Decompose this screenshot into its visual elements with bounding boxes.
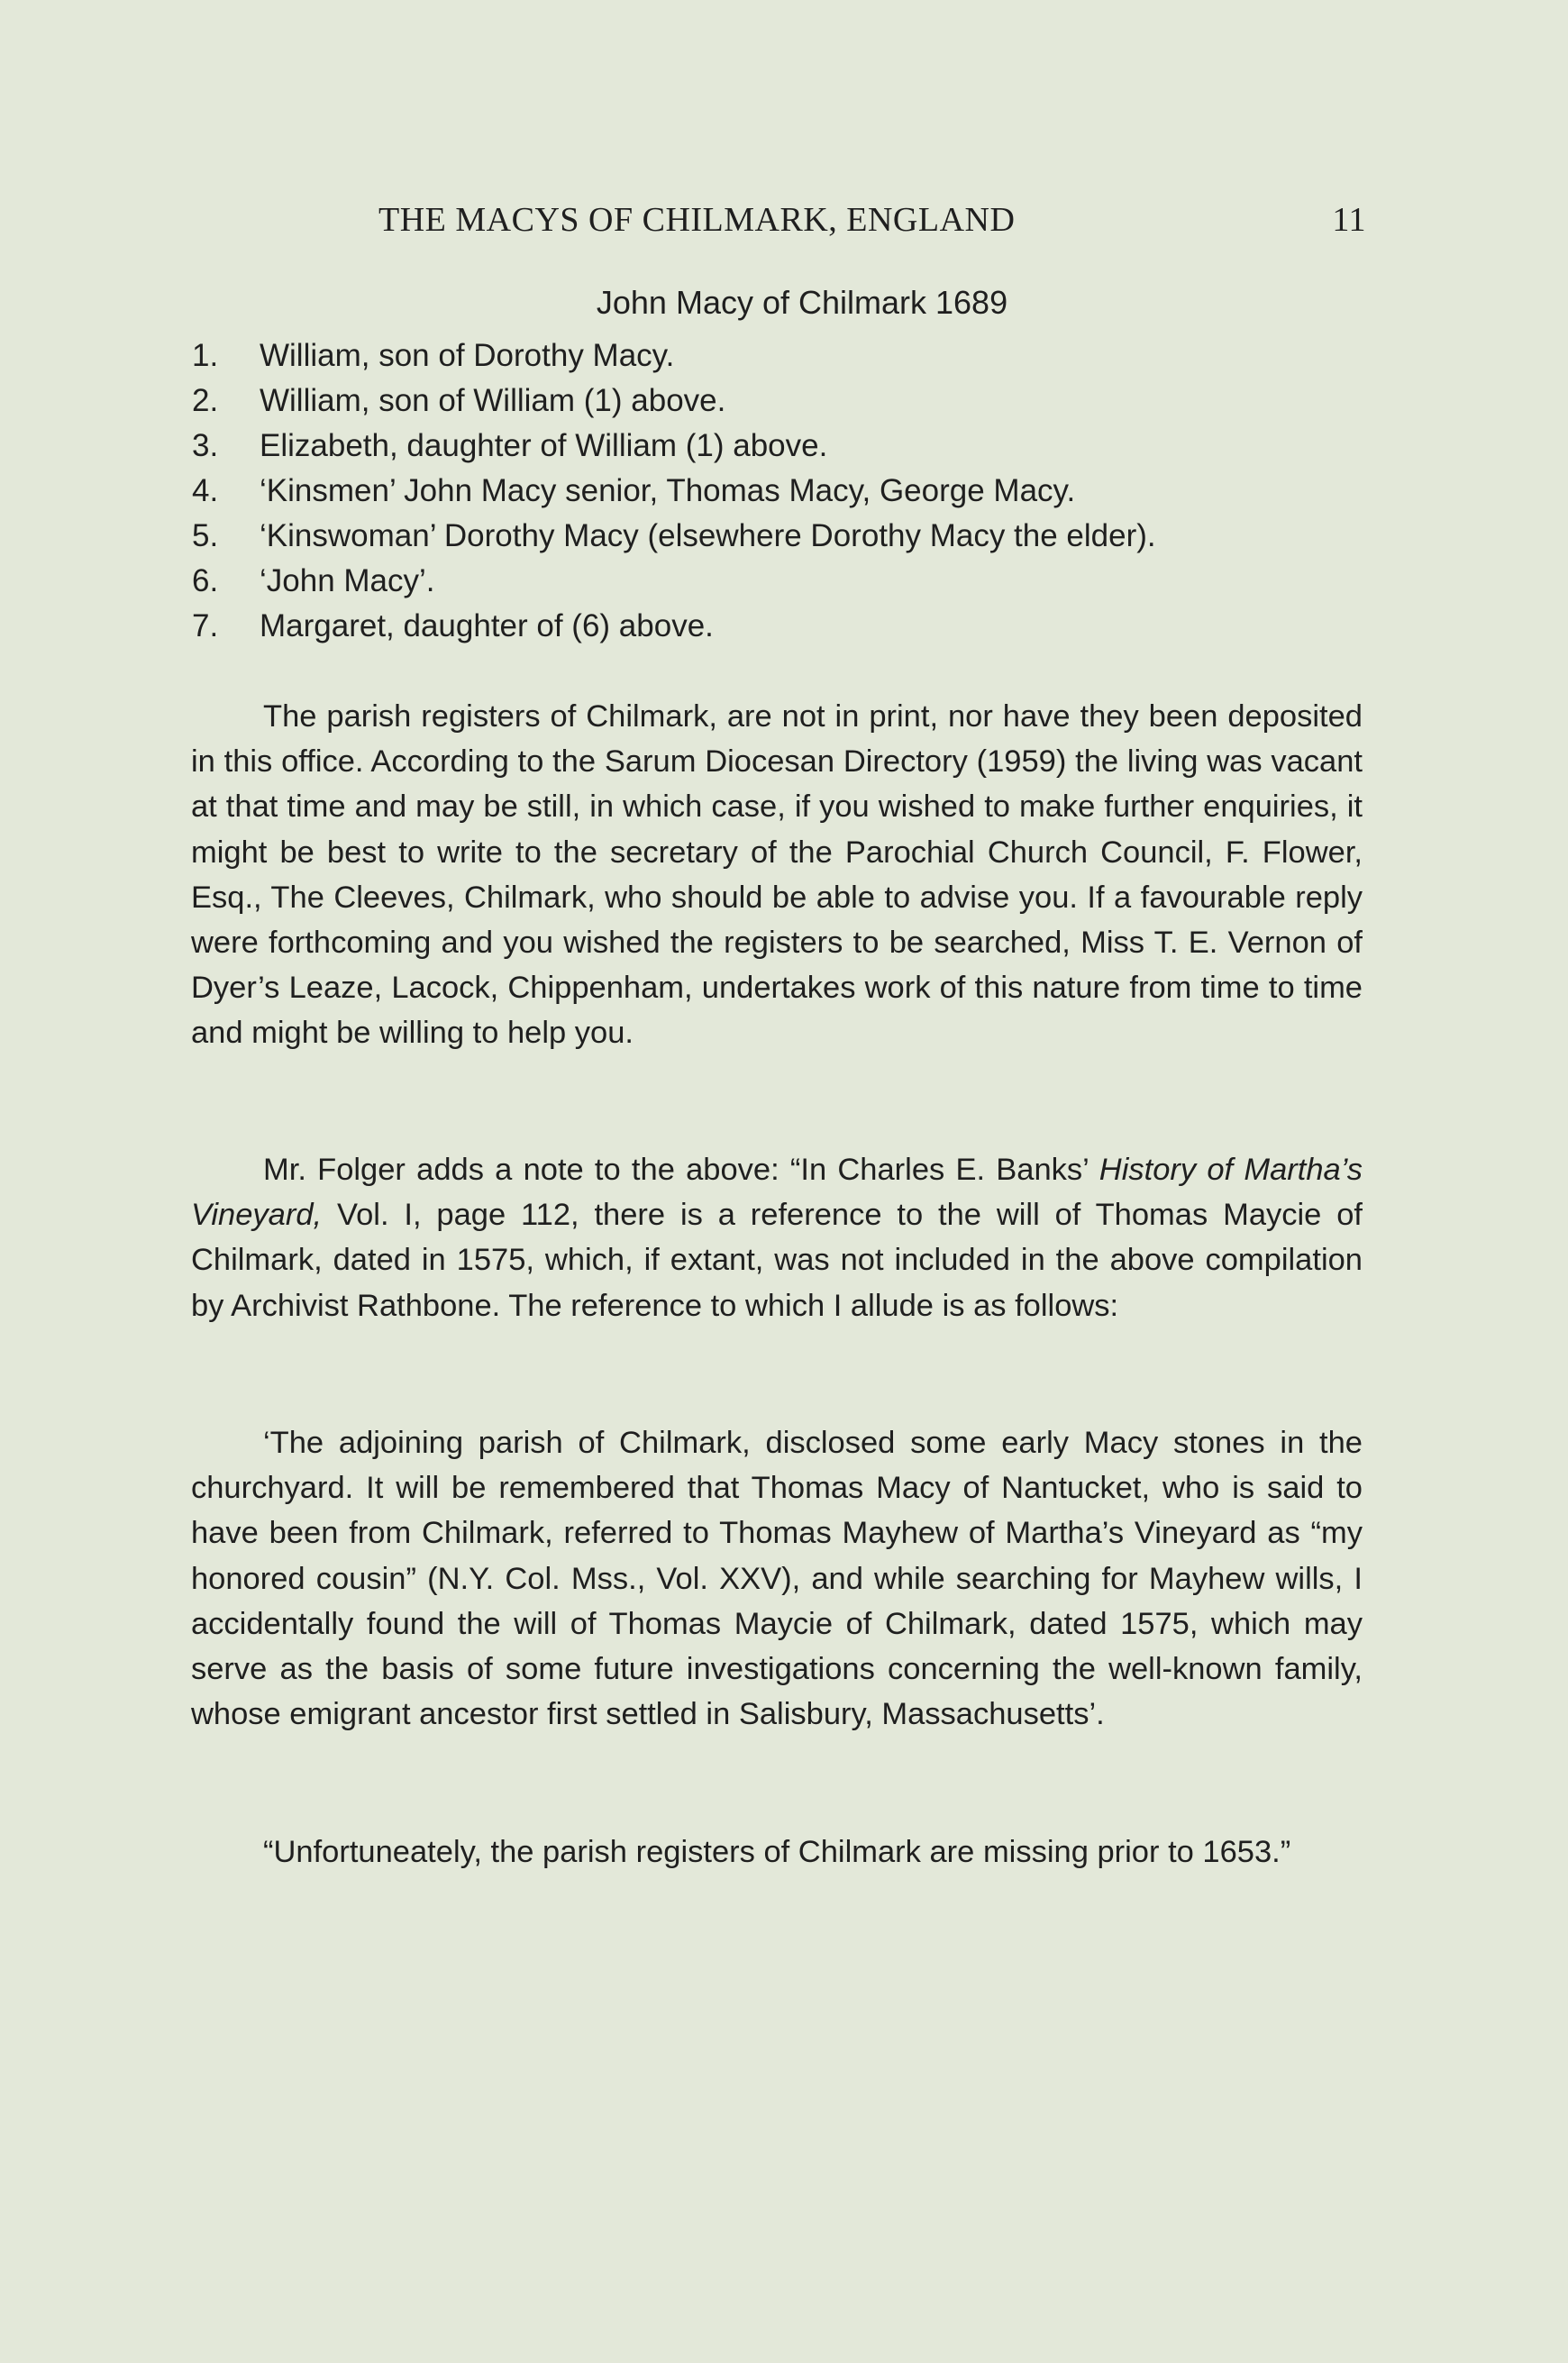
running-header <box>378 200 1370 245</box>
list-item-number: 5. <box>192 518 219 553</box>
list-item-number: 6. <box>192 563 219 598</box>
list-item-text: William, son of William (1) above. <box>260 383 726 418</box>
list-title <box>0 284 1568 322</box>
list-item <box>192 379 1363 424</box>
list-item-text: ‘John Macy’. <box>260 563 435 598</box>
list-item-number: 2. <box>192 383 219 418</box>
paragraph-parish-registers: The parish registers of Chilmark, are not in print, nor have they been deposited in this office. According to the Sarum Diocesan Directory (1959) the living was vacant at that time and may be still, in which case, if you wished to make further enquiries, it might be best to write to the secretary of the Parochial Church Council, F. Flower, Esq., The Cleeves, Chilmark, who should be able to advise you. If a favourable reply were forthcoming and you wished the registers to be searched, Miss T. E. Vernon of Dyer’s Leaze, Lacock, Chippenham, undertakes work of this nature from time to time and might be willing to help you. <box>191 699 1363 1051</box>
book-title: History of Martha’s Vineyard, <box>191 1153 1363 1233</box>
list-item-text: ‘Kinswoman’ Dorothy Macy (elsewhere Dorothy Macy the elder). <box>260 518 1156 553</box>
list-item-text: William, son of Dorothy Macy. <box>260 338 675 373</box>
paragraph-folger-note <box>191 1147 1363 1328</box>
paragraph-closing: “Unfortuneately, the parish registers of Chilmark are missing prior to 1653.” <box>263 1835 1291 1869</box>
paragraph-quotation: ‘The adjoining parish of Chilmark, disclosed some early Macy stones in the churchyard. It will be remembered that Thomas Macy of Nantucket, who is said to have been from Chilmark, referred to Thomas Mayhew of Martha’s Vineyard as “my honored cousin” (N.Y. Col. Mss., Vol. XXV), and while searching for Mayhew wills, I accidentally found the will of Thomas Maycie of Chilmark, dated 1575, which may serve as the basis of some future investigations concerning the well-known family, whose emigrant ancestor first settled in Salisbury, Massachusetts’. <box>191 1426 1363 1732</box>
list-item-number: 4. <box>192 473 219 508</box>
list-item <box>192 604 1363 649</box>
list-item-number: 3. <box>192 428 219 463</box>
list-item <box>192 469 1363 514</box>
list-item-text: ‘Kinsmen’ John Macy senior, Thomas Macy, George Macy. <box>260 473 1076 508</box>
list-title-text: John Macy of Chilmark 1689 <box>596 284 1008 321</box>
list-item-text: Margaret, daughter of (6) above. <box>260 608 714 643</box>
paragraph-text: Mr. Folger adds a note to the above: “In Charles E. Banks’ <box>263 1153 1099 1187</box>
page-number: 11 <box>1332 201 1366 239</box>
running-title: THE MACYS OF CHILMARK, ENGLAND <box>378 201 1016 239</box>
list-item <box>192 514 1363 559</box>
list-item <box>192 333 1363 379</box>
list-item-text: Elizabeth, daughter of William (1) above. <box>260 428 828 463</box>
list-item-number: 7. <box>192 608 219 643</box>
paragraph-text: Vol. I, page 112, there is a reference to the will of Thomas Maycie of Chilmark, dated in 1575, which, if extant, was not included in the above compilation by Archivist Rathbone. The reference to which I allude is as follows: <box>191 1198 1363 1323</box>
list-item <box>192 559 1363 604</box>
list-item <box>192 424 1363 469</box>
list-item-number: 1. <box>192 338 219 373</box>
beneficiary-list <box>192 333 1363 649</box>
